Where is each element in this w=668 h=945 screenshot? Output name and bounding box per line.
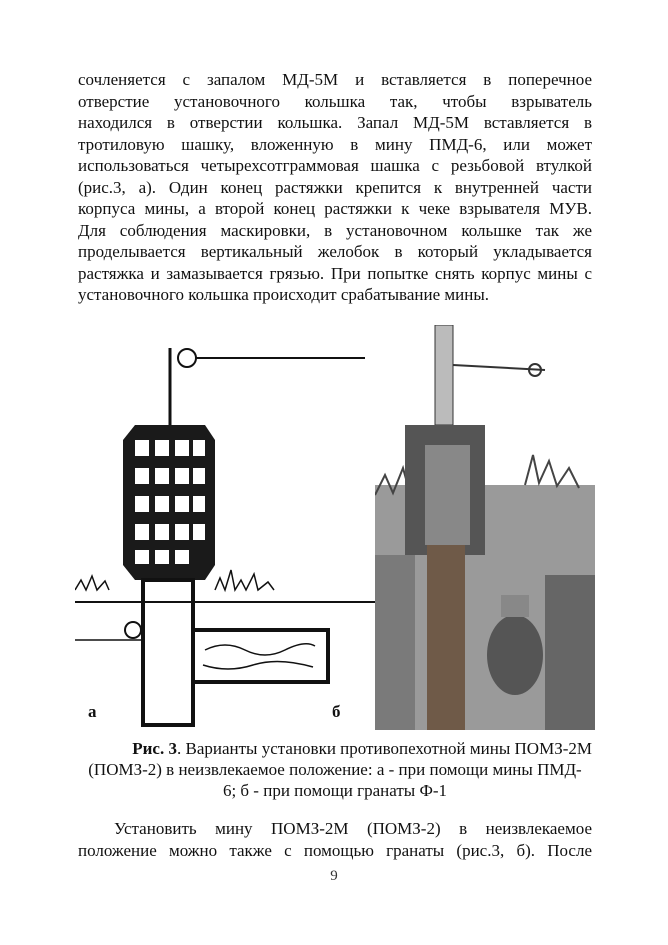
text-line: Установить мину ПОМЗ-2М (ПОМЗ-2) в неизвлекаемое [114, 819, 592, 838]
figure-a-drawing [75, 340, 375, 728]
text-line: тротиловую шашку, вложенную в мину ПМД-6, или может [78, 134, 592, 154]
page-number: 9 [330, 868, 338, 884]
figure-label-a: а [88, 702, 97, 721]
figure-caption [78, 738, 592, 801]
text-line: отверстие установочного кольшка так, чтобы взрыватель [78, 91, 592, 111]
text-line: корпуса мины, а второй конец растяжки к чеке взрывателя МУВ. [78, 199, 592, 218]
figure-b-illustration [375, 325, 595, 730]
text-line: сочленяется с запалом МД-5М и вставляется в поперечное [78, 70, 592, 89]
text-line: использоваться четырехсотграммовая шашка с резьбовой втулкой [78, 156, 592, 175]
caption-text: (ПОМЗ-2) в неизвлекаемое положение: а - при помощи мины ПМД- [88, 760, 582, 779]
caption-figure-number: Рис. 3 [132, 739, 177, 758]
text-line: (рис.3, а). Один конец растяжки крепится к внутренней части [78, 177, 592, 197]
text-line: установочного кольшка происходит срабатывание мины. [78, 285, 490, 304]
caption-text: 6; б - при помощи гранаты Ф-1 [222, 781, 448, 800]
caption-text: . Варианты установки противопехотной мины ПОМЗ-2М [176, 739, 592, 758]
text-line: находился в отверстии кольшка. Запал МД-5М вставляется в [78, 113, 592, 132]
text-line: проделывается вертикальный желобок в который укладывается [78, 242, 592, 261]
figure-label-b: б [332, 702, 341, 721]
text-line: положение можно также с помощью гранаты (рис.3, б). После [78, 840, 592, 860]
paragraph-1 [78, 69, 592, 306]
paragraph-2 [78, 818, 592, 861]
text-line: Для соблюдения маскировки, в установочном кольшке так же [78, 220, 592, 240]
text-line: растяжка и замазывается грязью. При попытке снять корпус мины с [78, 263, 592, 283]
